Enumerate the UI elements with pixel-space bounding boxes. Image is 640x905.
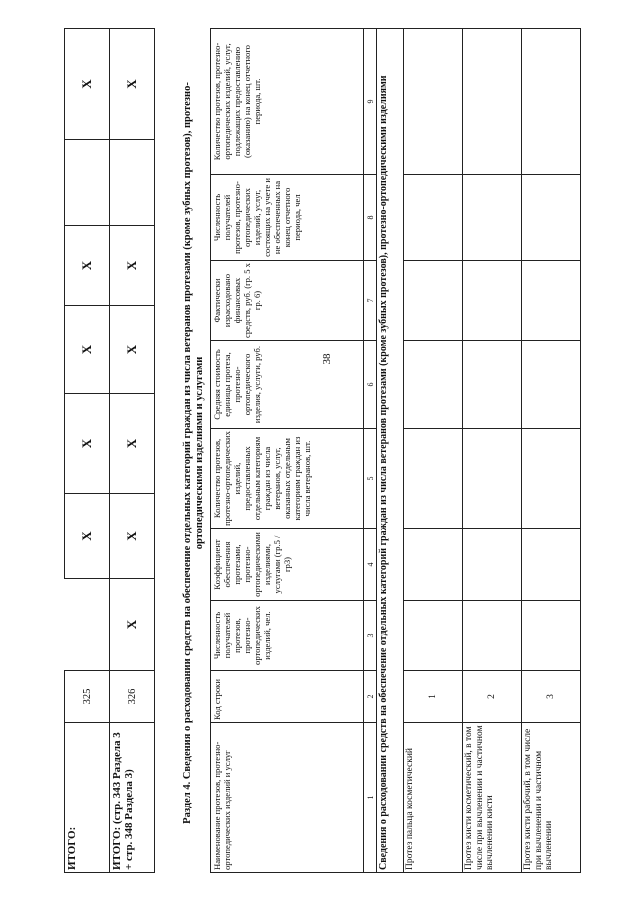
- header-row: [211, 29, 364, 873]
- totals-cell: X: [110, 494, 155, 579]
- data-cell: [522, 601, 581, 671]
- item-code: 2: [463, 671, 522, 723]
- table-row: [463, 29, 522, 873]
- totals-cell: [110, 140, 155, 226]
- column-number: 4: [364, 529, 377, 601]
- column-header: Коэффициент обеспечения протезами, протезно-ортопедическими изделиями, услугами (гр.5 /гр3): [211, 529, 364, 601]
- data-cell: [404, 341, 463, 429]
- column-number: 8: [364, 175, 377, 261]
- totals-cell: X: [110, 306, 155, 394]
- column-number: 5: [364, 429, 377, 529]
- column-header: Код строки: [211, 671, 364, 723]
- table-row: [404, 29, 463, 873]
- totals-cell: X: [65, 494, 110, 579]
- data-cell: [522, 529, 581, 601]
- data-cell: [404, 261, 463, 341]
- section4-table: [210, 28, 581, 873]
- data-cell: [463, 29, 522, 175]
- column-header: Средняя стоимость единицы протеза, протезно-ортопедического изделия, услуги, руб.: [211, 341, 364, 429]
- data-cell: [522, 261, 581, 341]
- column-header: Количество протезов, протезно-ортопедических изделий, предоставленных отдельным категориям граждан из числа ветеранов, услуг, оказанных отдельным категориям граждан из числа ветеранов, шт.: [211, 429, 364, 529]
- data-cell: [404, 29, 463, 175]
- data-cell: [404, 529, 463, 601]
- totals-cell: X: [65, 29, 110, 140]
- totals-label: ИТОГО:: [65, 723, 110, 873]
- data-cell: [522, 175, 581, 261]
- column-number: 3: [364, 601, 377, 671]
- totals-row: [110, 29, 155, 873]
- totals-label: ИТОГО: (стр. 343 Раздела 3 + стр. 348 Раздела 3): [110, 723, 155, 873]
- data-cell: [463, 341, 522, 429]
- column-header: Численность получателей протезов, протезно-ортопедических изделий, услуг, состоящих на учете и не обеспеченных на конец отчетного периода, чел: [211, 175, 364, 261]
- column-header: Количество протезов, протезно-ортопедических изделий, услуг, подлежащих предоставлению (оказанию) на конец отчетного периода, шт.: [211, 29, 364, 175]
- totals-row: [65, 29, 110, 873]
- item-name: Протез кисти косметический, в том числе при вычленении и частичном вычленении кисти: [463, 723, 522, 873]
- table-row: [522, 29, 581, 873]
- totals-cell: X: [110, 579, 155, 671]
- totals-code: 326: [110, 671, 155, 723]
- data-cell: [522, 429, 581, 529]
- totals-table: [64, 28, 155, 873]
- item-name: Протез кисти рабочий, в том числе при вычленении и частичном вычленении: [522, 723, 581, 873]
- data-cell: [463, 175, 522, 261]
- data-cell: [522, 341, 581, 429]
- data-cell: [522, 29, 581, 175]
- totals-cell: X: [110, 226, 155, 306]
- totals-cell: X: [110, 394, 155, 494]
- totals-code: 325: [65, 671, 110, 723]
- totals-cell: X: [110, 29, 155, 140]
- totals-cell: [65, 140, 110, 226]
- section4-title: Раздел 4. Сведения о расходовании средств на обеспечение отдельных категорий граждан из числа ветеранов протезами (кроме зубных протезов), протезно-ортопедическими изделиями и услугами: [182, 82, 205, 824]
- data-cell: [404, 601, 463, 671]
- page-number: 38: [321, 353, 333, 365]
- totals-cell: [65, 579, 110, 671]
- column-number: 6: [364, 341, 377, 429]
- subsection-label: Сведения о расходовании средств на обеспечение отдельных категорий граждан из числа ветеранов протезами (кроме зубных протезов), протезно-ортопедическими изделиями: [377, 29, 404, 873]
- data-cell: [463, 261, 522, 341]
- item-code: 3: [522, 671, 581, 723]
- column-header: Фактически израсходовано финансовых средств, руб. (гр. 5 х гр. 6): [211, 261, 364, 341]
- item-code: 1: [404, 671, 463, 723]
- subsection-row: [377, 29, 404, 873]
- column-number: 7: [364, 261, 377, 341]
- totals-cell: X: [65, 226, 110, 306]
- column-number-row: [364, 29, 377, 873]
- column-number: 1: [364, 723, 377, 873]
- item-name: Протез пальца косметический: [404, 723, 463, 873]
- column-number: 2: [364, 671, 377, 723]
- column-number: 9: [364, 29, 377, 175]
- column-header: Численность получателей протезов, протезно-ортопедических изделий, чел.: [211, 601, 364, 671]
- totals-cell: X: [65, 306, 110, 394]
- data-cell: [463, 429, 522, 529]
- totals-cell: X: [65, 394, 110, 494]
- rotated-page-content: [64, 29, 564, 873]
- data-cell: [404, 429, 463, 529]
- column-header: Наименование протезов, протезно-ортопедических изделий и услуг: [211, 723, 364, 873]
- data-cell: [463, 601, 522, 671]
- data-cell: [404, 175, 463, 261]
- data-cell: [463, 529, 522, 601]
